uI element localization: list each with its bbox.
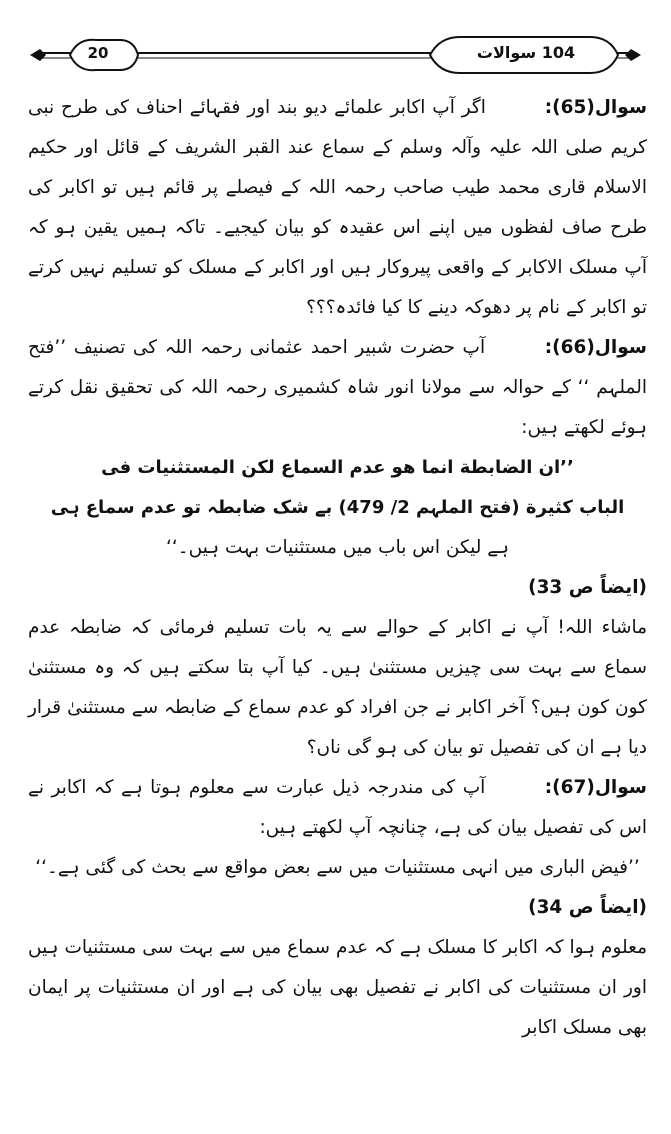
quote-line: ’’فیض الباری میں انہی مستثنیات میں سے بعض مواقع سے بحث کی گئی ہے۔‘‘: [35, 857, 640, 878]
question-66: [28, 328, 647, 448]
arabic-quote-line: الباب كثيرة (فتح الملہم 2/ 479) بے شک ضابطہ تو عدم سماع ہی: [50, 497, 625, 518]
page-content: [28, 88, 647, 1048]
question-label: سوال(65):: [544, 97, 648, 118]
book-title: 104 سوالات: [476, 43, 576, 62]
page-header: [30, 32, 641, 76]
question-label: سوال(67):: [544, 777, 647, 798]
reference: (ایضاً ص 33): [528, 577, 647, 598]
paragraph: معلوم ہوا کہ اکابر کا مسلک ہے کہ عدم سماع میں سے بہت سی مستثنیات ہیں اور ان مستثنیات کی اکابر نے تفصیل بھی بیان کی ہے اور ان مستثنیات پر ایمان بھی مسلک اکابر: [28, 937, 647, 1038]
question-67: [28, 768, 647, 848]
question-text: اگر آپ اکابر علمائے دیو بند اور فقہائے احناف کی طرح نبی کریم صلی اللہ علیہ وآلہ وسلم کے سماع عند القبر الشریف کے قائل اور حکیم الاسلام قاری محمد طیب صاحب رحمہ اللہ کے فیصلے پر قائم ہیں تو اکابر کی طرح صاف لفظوں میں اپنے اس عقیدہ کو بیان کیجیے۔ تاکہ ہمیں یقین ہو کہ آپ مسلک الاکابر کے واقعی پیروکار ہیں اور اکابر کے مسلک کو تسلیم نہیں کرتے تو اکابر کے نام پر دھوکہ دینے کا کیا فائدہ؟؟؟: [28, 97, 647, 318]
question-label: سوال(66):: [544, 337, 647, 358]
quote-line: ہے لیکن اس باب میں مستثنیات بہت ہیں۔‘‘: [166, 537, 509, 558]
reference: (ایضاً ص 34): [528, 897, 647, 918]
arabic-quote-line: ’’ان الضابطة انما هو عدم السماع لكن المستثنيات فى: [101, 457, 574, 478]
question-text: آپ حضرت شبیر احمد عثمانی رحمہ اللہ کی تصنیف ’’فتح الملہم ‘‘ کے حوالہ سے مولانا انور شاہ کشمیری رحمہ اللہ کی تحقیق نقل کرتے ہوئے لکھتے ہیں:: [28, 337, 647, 438]
question-65: [28, 88, 647, 328]
page-number: 20: [87, 44, 109, 62]
question-text: آپ کی مندرجہ ذیل عبارت سے معلوم ہوتا ہے کہ اکابر نے اس کی تفصیل بیان کی ہے، چنانچہ آپ لکھتے ہیں:: [28, 777, 647, 838]
paragraph: ماشاء اللہ! آپ نے اکابر کے حوالے سے یہ بات تسلیم فرمائی کہ ضابطہ عدم سماع سے بہت سی چیزیں مستثنیٰ ہیں۔ کیا آپ بتا سکتے ہیں کہ وہ مستثنیٰ کون کون ہیں؟ آخر اکابر نے جن افراد کو عدم سماع کے ضابطہ سے مستثنیٰ قرار دیا ہے ان کی تفصیل تو بیان کی ہو گی ناں؟: [28, 617, 647, 758]
